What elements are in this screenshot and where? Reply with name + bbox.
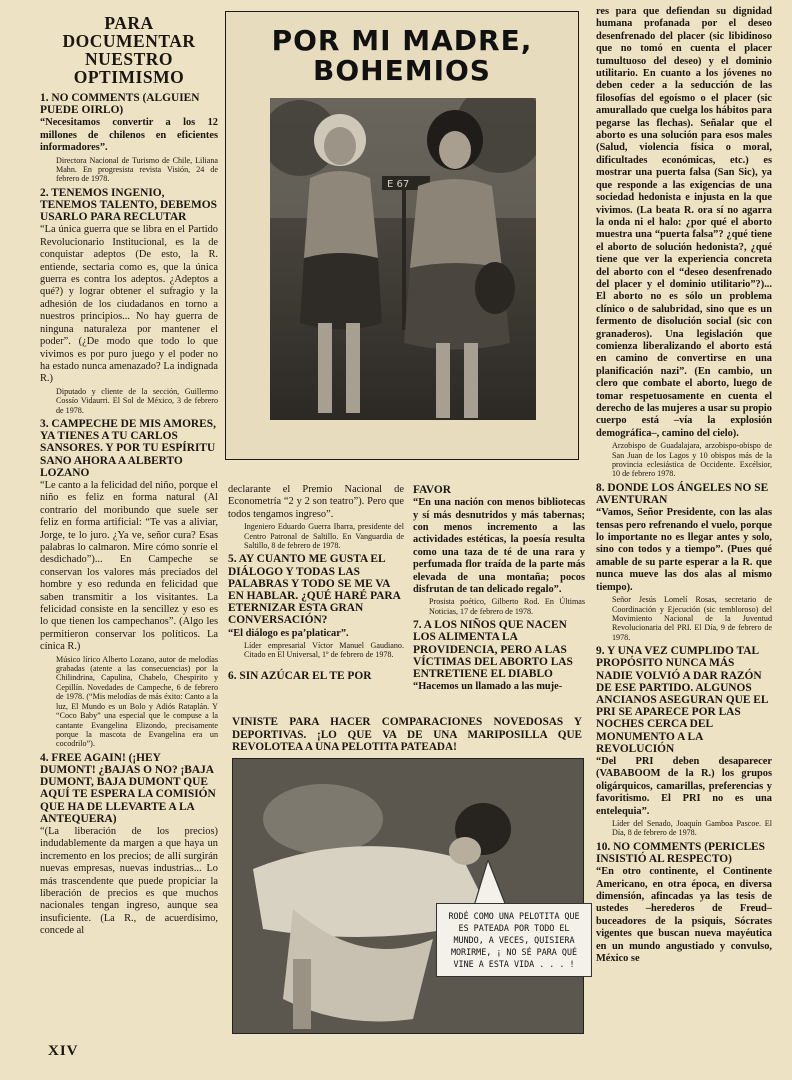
item-1-quote: “Necesitamos convertir a los 12 millones de chilenos en eficientes informadores”. (40, 117, 218, 154)
item-8-quote: “Vamos, Señor Presidente, con las alas tensas pero refrenando el vuelo, porque lo importante no es llegar antes y solo, sino con todos y a tiempo”. (Pues qué amable de su parte esperar a la R. que nunca mueve las dos alas al mismo tiempo). (596, 507, 772, 593)
poster-title (232, 26, 572, 86)
item-7-quote: “Hacemos un llamado a las muje- (413, 681, 563, 693)
speech-bubble: RODÉ COMO UNA PELOTITA QUE ES PATEADA POR TODO EL MUNDO, A VECES, QUISIERA MORIRME, ¡ NO SÉ PARA QUÉ VINE A ESTA VIDA . . . ! (436, 903, 592, 977)
column-center-left (228, 484, 404, 716)
item-5-heading: 5. AY CUANTO ME GUSTA EL DIÁLOGO Y TODAS LAS PALABRAS Y TODO SE ME VA EN HABLAR. ¿QUÉ HARÉ PARA ETERNIZAR ESTA GRAN CONVERSACIÓN? (228, 553, 401, 627)
item-2-quote: “La única guerra que se libra en el Partido Revolucionario Institucional, es la de conquistar adeptos (De esto, la R. entiende, sectaria como es, que la única guerra es contra los adeptos. ¿Adeptos a qué?) y lograr obtener el sufragio y la adhesión de los ciudadanos en torno a nuestros principios... No hay guerra de ninguna naturaleza por mantener el poder”. (¿De modo que todo lo que vivimos es por puro juego y el poder no ha estado nunca amenazado? La indignada R.) (40, 224, 218, 385)
item-3-attribution: Músico lírico Alberto Lozano, autor de melodías grabadas (atente a las consecuencias) por la Chilindrina, Capulina, Chabelo, Chespirito y Cepillín. Novedades de Campeche, 6 de febrero de 1978. (“Mis melodías de más éxito: Canto a la luz, El Mundo es un Bolo y Adiós Rataplán. Y “Coco Baby” una especial que le compuse a la cantante Evangelina Elizondo, precisamente porque la mascota de Evangelina era un cocodrilo”). (56, 654, 218, 749)
item-4-quote: “(La liberación de los precios) indudablemente da margen a que haya un incremento en los precios; de allí surgirán nuevas empresas, nuevas industrias... Lo más trascendente que puede propiciar la liberación de precios es que muchos nacionales tengan ingreso, aunque sea insuficiente. (La R., de acuerdísimo, concede al (40, 825, 218, 937)
item-9-quote: “Del PRI deben desaparecer (VABABOOM de la R.) los grupos oligárquicos, camarillas, preferencias y favoritismo. El PRI no es una entelequia”. (596, 755, 772, 817)
item-9-heading: 9. Y UNA VEZ CUMPLIDO TAL PROPÓSITO NUNCA MÁS NADIE VOLVIÓ A DAR RAZÓN DE ESE PARTIDO. ALGUNOS ANCIANOS ASEGURAN QUE EL PRI SE APARECE POR LAS NOCHES CERCA DEL MONUMENTO A LA REVOLUCIÓN (596, 645, 768, 755)
item-3-heading: 3. CAMPECHE DE MIS AMORES, YA TIENES A TU CARLOS SANSORES. Y POR TU ESPÍRITU SANO AHORA A ALBERTO LOZANO (40, 417, 216, 479)
photo-kneeling-figure (233, 759, 583, 1033)
item-10-quote: “En otro continente, el Continente Americano, en otra época, en diversa dimensión, afincadas ya las tesis de ustedes –herederos de Freud– buceadores de la psiquis, Sócrates vigentes que buscan nueva mayéutica en un mundo angustiado y convulso, México se (596, 866, 772, 965)
bottom-photo-heading: VINISTE PARA HACER COMPARACIONES NOVEDOSAS Y DEPORTIVAS. ¡LO QUE VA DE UNA MARIPOSILLA QUE REVOLOTEA A UNA PELOTITA PATEADA! (232, 716, 582, 753)
poster-title-line-2: BOHEMIOS (313, 54, 491, 87)
item-2-heading: 2. TENEMOS INGENIO, TENEMOS TALENTO, DEBEMOS USARLO PARA RECLUTAR (40, 186, 217, 224)
item-1-attribution: Directora Nacional de Turismo de Chile, Liliana Mahn. En progresista revista Visión, 24 de febrero de 1978. (56, 155, 218, 184)
item-10-heading: 10. NO COMMENTS (PERICLES INSISTIÓ AL RESPECTO) (596, 840, 765, 865)
item-6-quote: “En una nación con menos bibliotecas y sí más desnutridos y más tabernas; con menos incremento a las actividades estéticas, la poesía resulta como una taza de té de una rara y perfumada flor traída de la parte más elevada de una montaña; pocos disfrutan de tan delicado regalo”. (413, 497, 585, 596)
item-1-heading: 1. NO COMMENTS (ALGUIEN PUEDE OIRLO) (40, 92, 200, 117)
item-2-attribution: Diputado y cliente de la sección, Guillermo Cossío Vidaurri. El Sol de México, 3 de febrero de 1978. (56, 386, 218, 415)
photo-two-figures (270, 98, 536, 420)
poster-title-line-1: POR MI MADRE, (271, 24, 533, 57)
item-3-quote: “Le canto a la felicidad del niño, porque el niño es feliz en forma natural (Al contrario del moribundo que suele ser feliz en forma artificial: “Te vas a aliviar, Jorge, te lo juro. ¿Ya ve, señor cura? Esas palabras lo calmaron. Mire cómo sonríe el desdichado”)... En Campeche se conservan los valores más preciados del hombre y eso redunda en felicidad que saben transmitir a los visitantes. La felicidad consiste en la sencillez y eso es lo que tienen los campechanos”. (Algo les permitieron conservar los políticos. La cínica R.) (40, 479, 218, 653)
item-9-attribution: Líder del Senado, Joaquín Gamboa Pascoe. El Día, 8 de febrero de 1978. (612, 818, 772, 838)
column-left (40, 14, 218, 1044)
street-sign-text: E 67 (387, 179, 410, 190)
item-5-attribution: Líder empresarial Víctor Manuel Gaudiano. Citado en El Universal, 1º de febrero de 1978. (244, 641, 404, 660)
item-6-heading-continued: FAVOR (413, 484, 451, 496)
item-4-heading: 4. FREE AGAIN! (¡HEY DUMONT! ¿BAJAS O NO? ¡BAJA DUMONT, BAJA DUMONT QUE AQUÍ TE ESPERA LA COMISIÓN QUE HA DE LLEVARTE A LA ANTEQUERA) (40, 751, 216, 825)
item-7-heading: 7. A LOS NIÑOS QUE NACEN LOS ALIMENTA LA PROVIDENCIA, PERO A LAS VÍCTIMAS DEL ABORTO LAS ENTRETIENE EL DIABLO (413, 619, 573, 681)
item-8-attribution: Señor Jesús Lomelí Rosas, secretario de Coordinación y Ejecución (sic tembloroso) del Movimiento Nacional de la Juventud Revolucionaria del PRI. El Día, 9 de febrero de 1978. (612, 595, 772, 642)
item-7-quote-continued: res para que defiendan su dignidad humana profanada por el deseo desenfrenado del placer (sic libidinoso que no tomó en cuenta el placer tumultuoso del deseo) y el dominio utilitario. En cuanto a los jóvenes no deben ceder a la seducción de las filosofías del egoísmo o el placer (sic amurallado que cuelga los hábitos para pegarse las flechas). Señalar que el aborto es una solución para esos males (Salud, violencia física o moral, dificultades económicas, etc.) es mostrar una puerta falsa (San Sic), ya que responde a las exigencias de una sociedad hedonista e injusta en la que vivimos. (La beata R. ora sí no agarra la onda ni el halo: ¿por qué el aborto muestra una “puerta falsa”? ¿qué tiene el aborto de solución hedonista?, ¿qué tiene que ver la experiencia concreta del aborto con el “deseo desenfrenado del placer y el dominio utilitario”?)... El aborto no es sólo un problema clínico o de salubridad, sino que es un fermento de disolución social (sic con granaderos). Una legislación que comienza liberalizando el aborto está en camino de convertirse en una planificación nazi”. (En cambio, un clero que combate el aborto, luego de tomar respetuosamente en cuenta el derecho de las mujeres a usar su propio cuerpo está –vía la explosión demográfica–, camino del cielo). (596, 6, 772, 439)
column-right (596, 6, 772, 1032)
page-number: XIV (48, 1043, 79, 1059)
section-title: PARA DOCUMENTAR NUESTRO OPTIMISMO (62, 14, 196, 87)
item-6-attribution: Prosista poético, Gilberto Rod. En Últimas Noticias, 17 de febrero de 1978. (429, 597, 585, 616)
item-5-quote: “El diálogo es pa’platicar”. (228, 627, 349, 639)
item-4-quote-continued: declarante el Premio Nacional de Econometría “2 y 2 son teatro”). Pero que todos tengamos ingreso”. (228, 484, 404, 520)
item-7-attribution: Arzobispo de Guadalajara, arzobispo-obispo de San Juan de los Lagos y 10 obispos más de la provincia eclesiástica de Occidente. Excélsior, 10 de febrero 1978. (612, 441, 772, 479)
item-8-heading: 8. DONDE LOS ÁNGELES NO SE AVENTURAN (596, 481, 769, 507)
poster-photo (270, 98, 536, 420)
speech-bubble-tail (470, 860, 510, 908)
item-6-heading: 6. SIN AZÚCAR EL TE POR (228, 669, 372, 682)
item-4-attribution: Ingeniero Eduardo Guerra Ibarra, presidente del Centro Patronal de Saltillo. En Vanguardia de Saltillo, 8 de febrero de 1978. (244, 522, 404, 551)
column-center-right (413, 484, 585, 716)
bottom-photo (232, 758, 584, 1034)
